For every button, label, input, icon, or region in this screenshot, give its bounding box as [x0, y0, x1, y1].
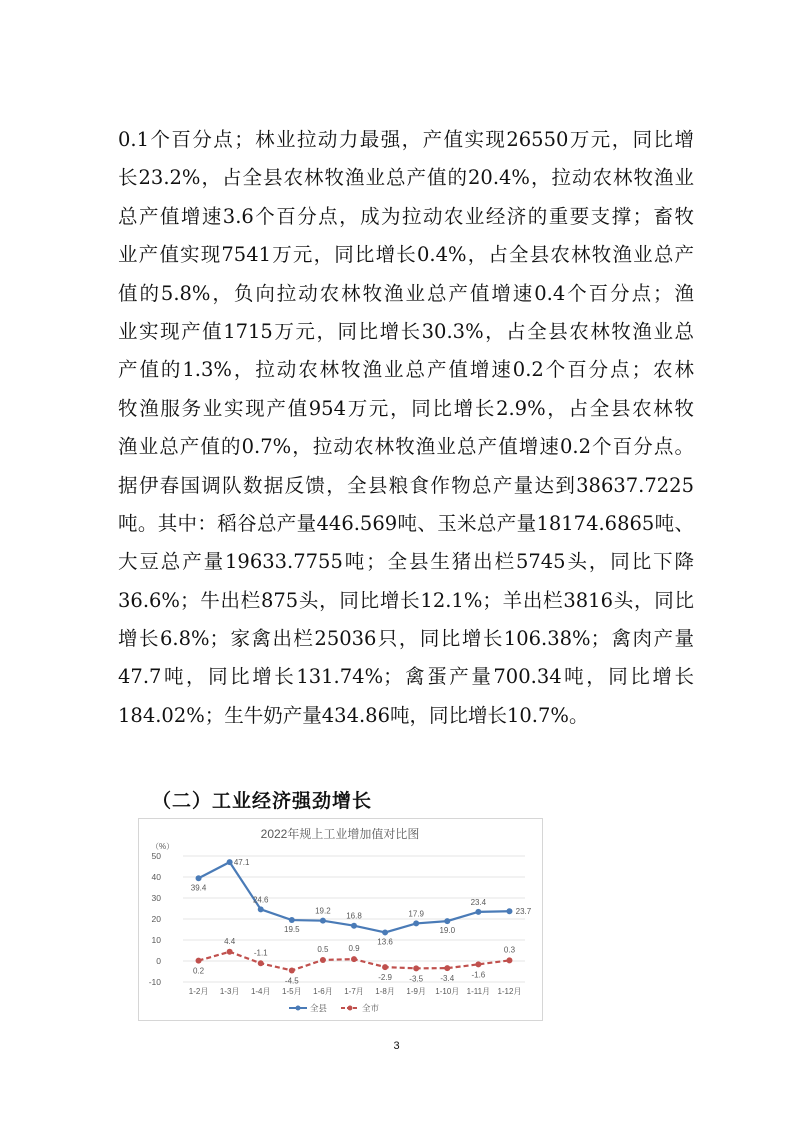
x-tick-label: 1-6月 — [313, 987, 333, 996]
data-point — [475, 961, 481, 967]
text-line: 0.1个百分点；林业拉动力最强，产值实现26550万元，同比增 — [118, 128, 694, 151]
data-point — [475, 909, 481, 915]
legend-marker — [348, 1006, 353, 1011]
x-tick-label: 1-10月 — [435, 987, 460, 996]
legend-label: 全市 — [362, 1003, 380, 1013]
text-line: 大豆总产量19633.7755吨；全县生猪出栏5745头，同比下降 — [118, 550, 694, 574]
data-label: 13.6 — [377, 937, 393, 947]
chart-container — [138, 818, 543, 1021]
data-label: -4.5 — [284, 976, 299, 986]
x-tick-label: 1-7月 — [344, 987, 364, 996]
text-line: 36.6%；牛出栏875头，同比增长12.1%；羊出栏3816头，同比 — [118, 588, 694, 612]
data-label: 16.8 — [346, 911, 362, 921]
y-tick-label: 10 — [151, 935, 161, 945]
data-point — [258, 960, 264, 966]
data-point — [196, 875, 202, 881]
data-point — [506, 957, 512, 963]
data-label: -1.6 — [471, 970, 486, 980]
data-point — [227, 949, 233, 955]
data-label: 24.6 — [252, 895, 269, 905]
data-label: 23.7 — [515, 907, 532, 917]
text-line: 产值的1.3%，拉动农林牧渔业总产值增速0.2个百分点；农林 — [118, 358, 694, 382]
x-tick-label: 1-12月 — [497, 987, 522, 996]
section-heading: （二）工业经济强劲增长 — [152, 790, 373, 812]
data-label: -1.1 — [253, 948, 268, 958]
data-point — [227, 859, 233, 865]
body-paragraph — [118, 121, 694, 735]
data-label: -2.9 — [378, 973, 392, 983]
data-label: 23.4 — [470, 897, 487, 907]
text-line: 184.02%；生牛奶产量434.86吨，同比增长10.7%。 — [118, 703, 589, 727]
data-point — [506, 908, 512, 914]
text-line: 值的5.8%，负向拉动农林牧渔业总产值增速0.4个百分点；渔 — [118, 281, 694, 305]
data-point — [382, 929, 388, 935]
y-axis-unit: （%） — [151, 842, 175, 851]
data-point — [196, 958, 202, 964]
x-tick-label: 1-9月 — [406, 987, 426, 996]
text-line: 据伊春国调队数据反馈，全县粮食作物总产量达到38637.7225 — [118, 473, 694, 497]
text-line: 牧渔服务业实现产值954万元，同比增长2.9%，占全县农林牧 — [118, 396, 694, 420]
text-line: 总产值增速3.6个百分点，成为拉动农业经济的重要支撑；畜牧 — [118, 204, 694, 228]
legend-label: 全县 — [310, 1003, 328, 1013]
data-point — [382, 964, 388, 970]
data-point — [413, 920, 419, 926]
data-label: 19.5 — [284, 925, 300, 935]
data-point — [413, 965, 419, 971]
data-point — [444, 965, 450, 971]
text-line: 业实现产值1715万元，同比增长30.3%，占全县农林牧渔业总 — [118, 319, 694, 343]
data-point — [444, 918, 450, 924]
y-tick-label: -10 — [148, 977, 161, 987]
data-label: 47.1 — [233, 858, 250, 868]
x-tick-label: 1-8月 — [375, 987, 395, 996]
text-line: 渔业总产值的0.7%，拉动农林牧渔业总产值增速0.2个百分点。 — [118, 435, 694, 459]
data-label: 19.2 — [315, 906, 331, 916]
chart-title: 2022年规上工业增加值对比图 — [260, 827, 420, 841]
data-label: 0.3 — [503, 945, 516, 955]
data-label: 4.4 — [224, 936, 236, 946]
data-point — [258, 906, 264, 912]
y-tick-label: 0 — [156, 956, 161, 966]
data-label: 0.2 — [192, 966, 205, 976]
text-line: 47.7吨，同比增长131.74%；禽蛋产量700.34吨，同比增长 — [118, 665, 694, 689]
x-tick-label: 1-4月 — [250, 987, 271, 996]
y-tick-label: 50 — [151, 851, 161, 861]
data-label: 0.5 — [317, 944, 329, 954]
data-point — [351, 923, 357, 929]
data-point — [320, 918, 326, 924]
page-number: 3 — [393, 1040, 400, 1052]
y-tick-label: 30 — [151, 893, 161, 903]
x-tick-label: 1-2月 — [188, 987, 209, 996]
text-line: 吨。其中：稻谷总产量446.569吨、玉米总产量18174.6865吨、 — [118, 511, 694, 535]
y-tick-label: 40 — [151, 872, 161, 882]
data-label: -3.5 — [409, 974, 424, 984]
data-label: -3.4 — [440, 974, 455, 984]
line-chart — [139, 819, 542, 1020]
x-tick-label: 1-11月 — [466, 987, 491, 996]
x-tick-label: 1-5月 — [282, 987, 302, 996]
data-point — [351, 956, 357, 962]
text-line: 增长6.8%；家禽出栏25036只，同比增长106.38%；禽肉产量 — [118, 627, 694, 651]
text-line: 长23.2%，占全县农林牧渔业总产值的20.4%，拉动农林牧渔业 — [118, 166, 694, 190]
data-label: 17.9 — [408, 909, 424, 919]
data-point — [289, 917, 295, 923]
legend-marker — [296, 1006, 301, 1011]
series-line-0 — [199, 862, 510, 935]
data-label: 0.9 — [348, 944, 360, 954]
text-line: 业产值实现7541万元，同比增长0.4%，占全县农林牧渔业总产 — [118, 243, 694, 267]
data-point — [320, 957, 326, 963]
data-point — [289, 967, 295, 973]
data-label: 19.0 — [439, 926, 456, 936]
y-tick-label: 20 — [151, 914, 161, 924]
x-tick-label: 1-3月 — [219, 987, 240, 996]
data-label: 39.4 — [190, 883, 207, 893]
